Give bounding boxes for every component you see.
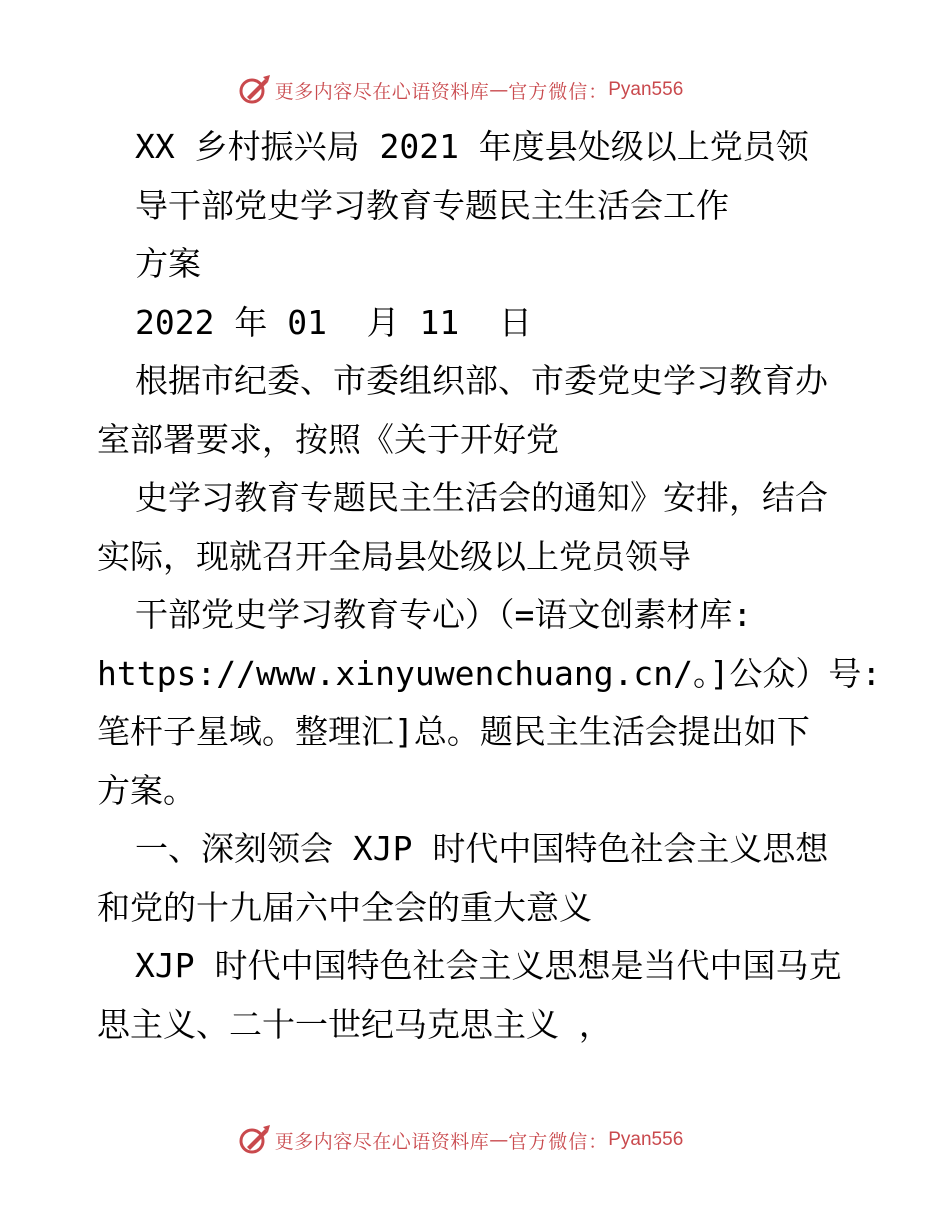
- document-body: [97, 118, 882, 1054]
- quill-pen-logo-icon: [237, 1123, 271, 1157]
- banner-slogan: 更多内容尽在心语资料库: [274, 80, 490, 103]
- banner-dash: —: [489, 79, 509, 101]
- document-line: 一、深刻领会 XJP 时代中国特色社会主义思想: [135, 829, 829, 868]
- document-line: 2022 年 01 月 11 日: [135, 302, 533, 342]
- document-line: 室部署要求，按照《关于开好党: [97, 419, 559, 459]
- document-line: https://www.xinyuwenchuang.cn/。]公众）号:: [97, 653, 882, 693]
- banner-slogan: 更多内容尽在心语资料库: [274, 1130, 490, 1153]
- document-line: 导干部党史学习教育专题民主生活会工作: [135, 185, 729, 225]
- quill-pen-logo-icon: [237, 73, 271, 107]
- document-line: 方案: [135, 244, 201, 283]
- banner-wechat-label: 官方微信：: [508, 1130, 609, 1153]
- banner-dash: —: [489, 1129, 509, 1151]
- document-line: 实际，现就召开全局县处级以上党员领导: [97, 536, 691, 576]
- banner-wechat-id: Pyan556: [608, 1129, 684, 1150]
- banner-wechat-id: Pyan556: [608, 79, 684, 100]
- document-line: 史学习教育专题民主生活会的通知》安排，结合: [135, 478, 828, 517]
- footer-banner: [0, 1120, 950, 1160]
- document-line: XJP 时代中国特色社会主义思想是当代中国马克: [135, 946, 842, 985]
- document-line: XX 乡村振兴局 2021 年度县处级以上党员领: [135, 127, 809, 166]
- document-line: 和党的十九届六中全会的重大意义: [97, 887, 592, 927]
- document-line: 根据市纪委、市委组织部、市委党史学习教育办: [135, 361, 828, 400]
- document-line: 干部党史学习教育专心）（=语文创素材库:: [135, 595, 753, 634]
- banner-wechat-label: 官方微信：: [508, 80, 609, 103]
- document-line: 笔杆子星域。整理汇]总。题民主生活会提出如下: [97, 712, 810, 751]
- document-line: 方案。: [97, 770, 196, 810]
- header-banner: [0, 70, 950, 110]
- document-line: 思主义、二十一世纪马克思主义 ，: [97, 1004, 612, 1044]
